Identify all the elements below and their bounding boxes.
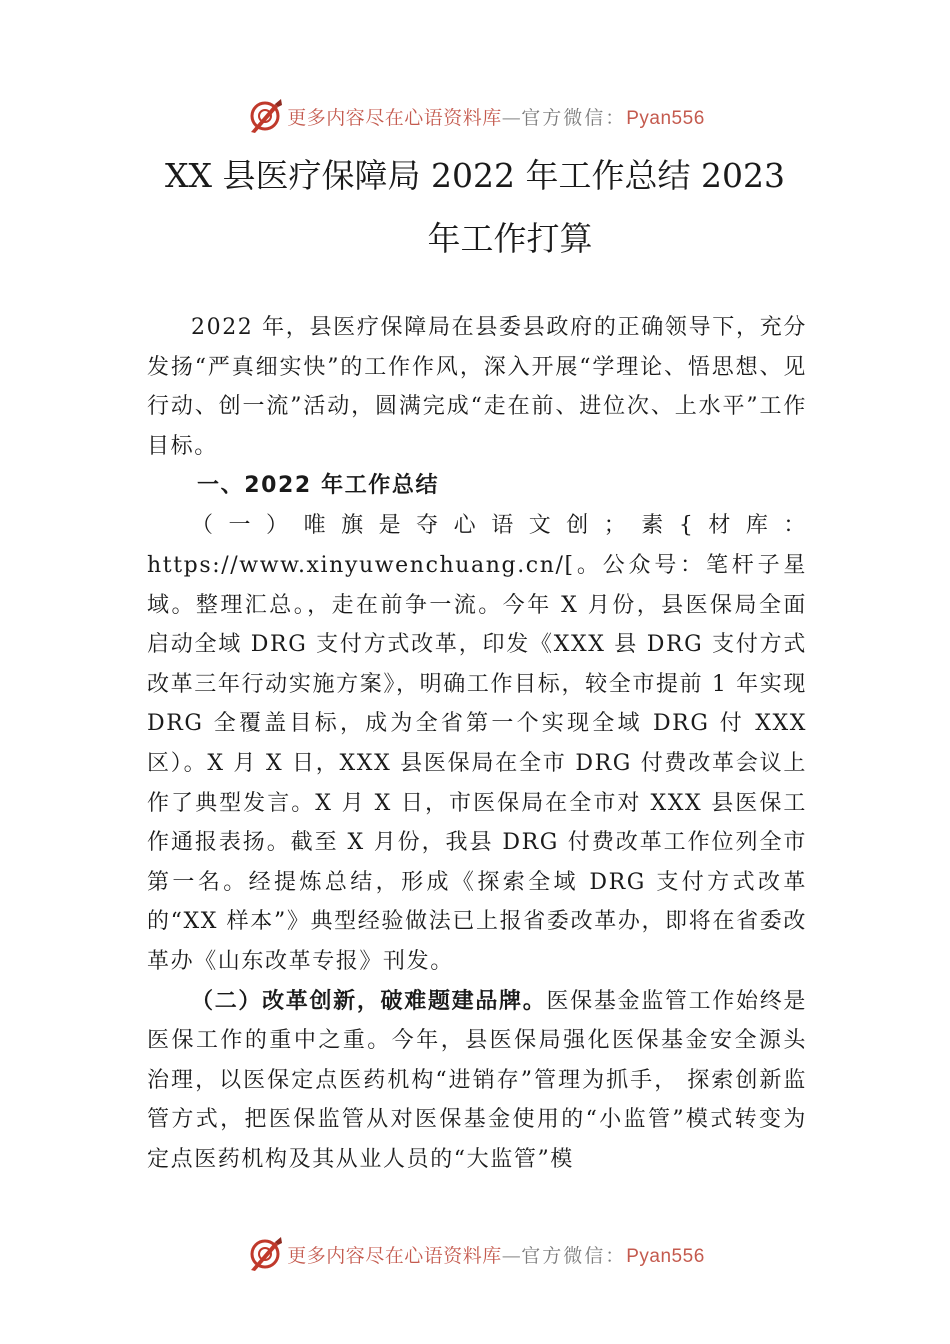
- document-body: [147, 308, 807, 1179]
- watermark-prefix: 更多内容尽在心语资料库: [287, 106, 502, 129]
- watermark-separator: —: [501, 1244, 522, 1267]
- item-1-paragraph: [147, 506, 807, 981]
- quill-seal-logo-icon: [245, 1234, 285, 1274]
- header-watermark-banner: [0, 94, 950, 138]
- item-1-body: 今年 X 月份，县医保局全面启动全域 DRG 支付方式改革，印发《XXX 县 DRG 支付方式改革三年行动实施方案》，明确工作目标，较全市提前 1 年实现 DRG 全覆盖目标，成为全省第一个实现全域 DRG 付 XXX 区）。X 月 X 日，XXX 县医保局在全市 DRG 付费改革会议上作了典型发言。X 月 X 日，市医保局在全市对 XXX 县医保工作通报表扬。截至 X 月份，我县 DRG 付费改革工作位列全市第一名。经提炼总结，形成《探索全域 DRG 支付方式改革的“XX 样本”》典型经验做法已上报省委改革办，即将在省委改革办《山东改革专报》刊发。: [147, 592, 807, 974]
- item-2-paragraph: [147, 982, 807, 1180]
- watermark-middle: 官方微信：: [521, 1244, 627, 1267]
- title-line-1: XX 县医疗保障局 2022 年工作总结 2023: [165, 156, 785, 195]
- watermark-account: Pyan556: [626, 107, 705, 129]
- item-2-lead: （二）改革创新，破难题建品牌。: [191, 988, 547, 1014]
- watermark-separator: —: [501, 106, 522, 129]
- intro-paragraph: 2022 年，县医疗保障局在县委县政府的正确领导下，充分发扬“严真细实快”的工作作风，深入开展“学理论、悟思想、见行动、创一流”活动，圆满完成“走在前、进位次、上水平”工作目标。: [147, 315, 807, 459]
- watermark-text: [287, 103, 705, 130]
- footer-watermark-banner: [0, 1232, 950, 1276]
- watermark-middle: 官方微信：: [521, 106, 627, 129]
- section-heading: 一、2022 年工作总结: [197, 473, 440, 499]
- watermark-prefix: 更多内容尽在心语资料库: [287, 1244, 502, 1267]
- watermark-text: [287, 1241, 705, 1268]
- quill-seal-logo-icon: [245, 96, 285, 136]
- title-line-2: 年工作打算: [427, 219, 593, 258]
- item-2-body: 医保基金监管工作始终是医保工作的重中之重。今年，县医保局强化医保基金安全源头治理，以医保定点医药机构“进销存”管理为抓手， 探索创新监管方式，把医保监管从对医保基金使用的“小监管”模式转变为定点医药机构及其从业人员的“大监管”模: [147, 988, 807, 1172]
- watermark-account: Pyan556: [626, 1245, 705, 1267]
- item-1-lead: （一）唯旗是夺心语文创；素{材库：https://www.xinyuwenchuang.cn/[。公众号：笔杆子星域。整理汇总。，走在前争一流。: [147, 513, 807, 618]
